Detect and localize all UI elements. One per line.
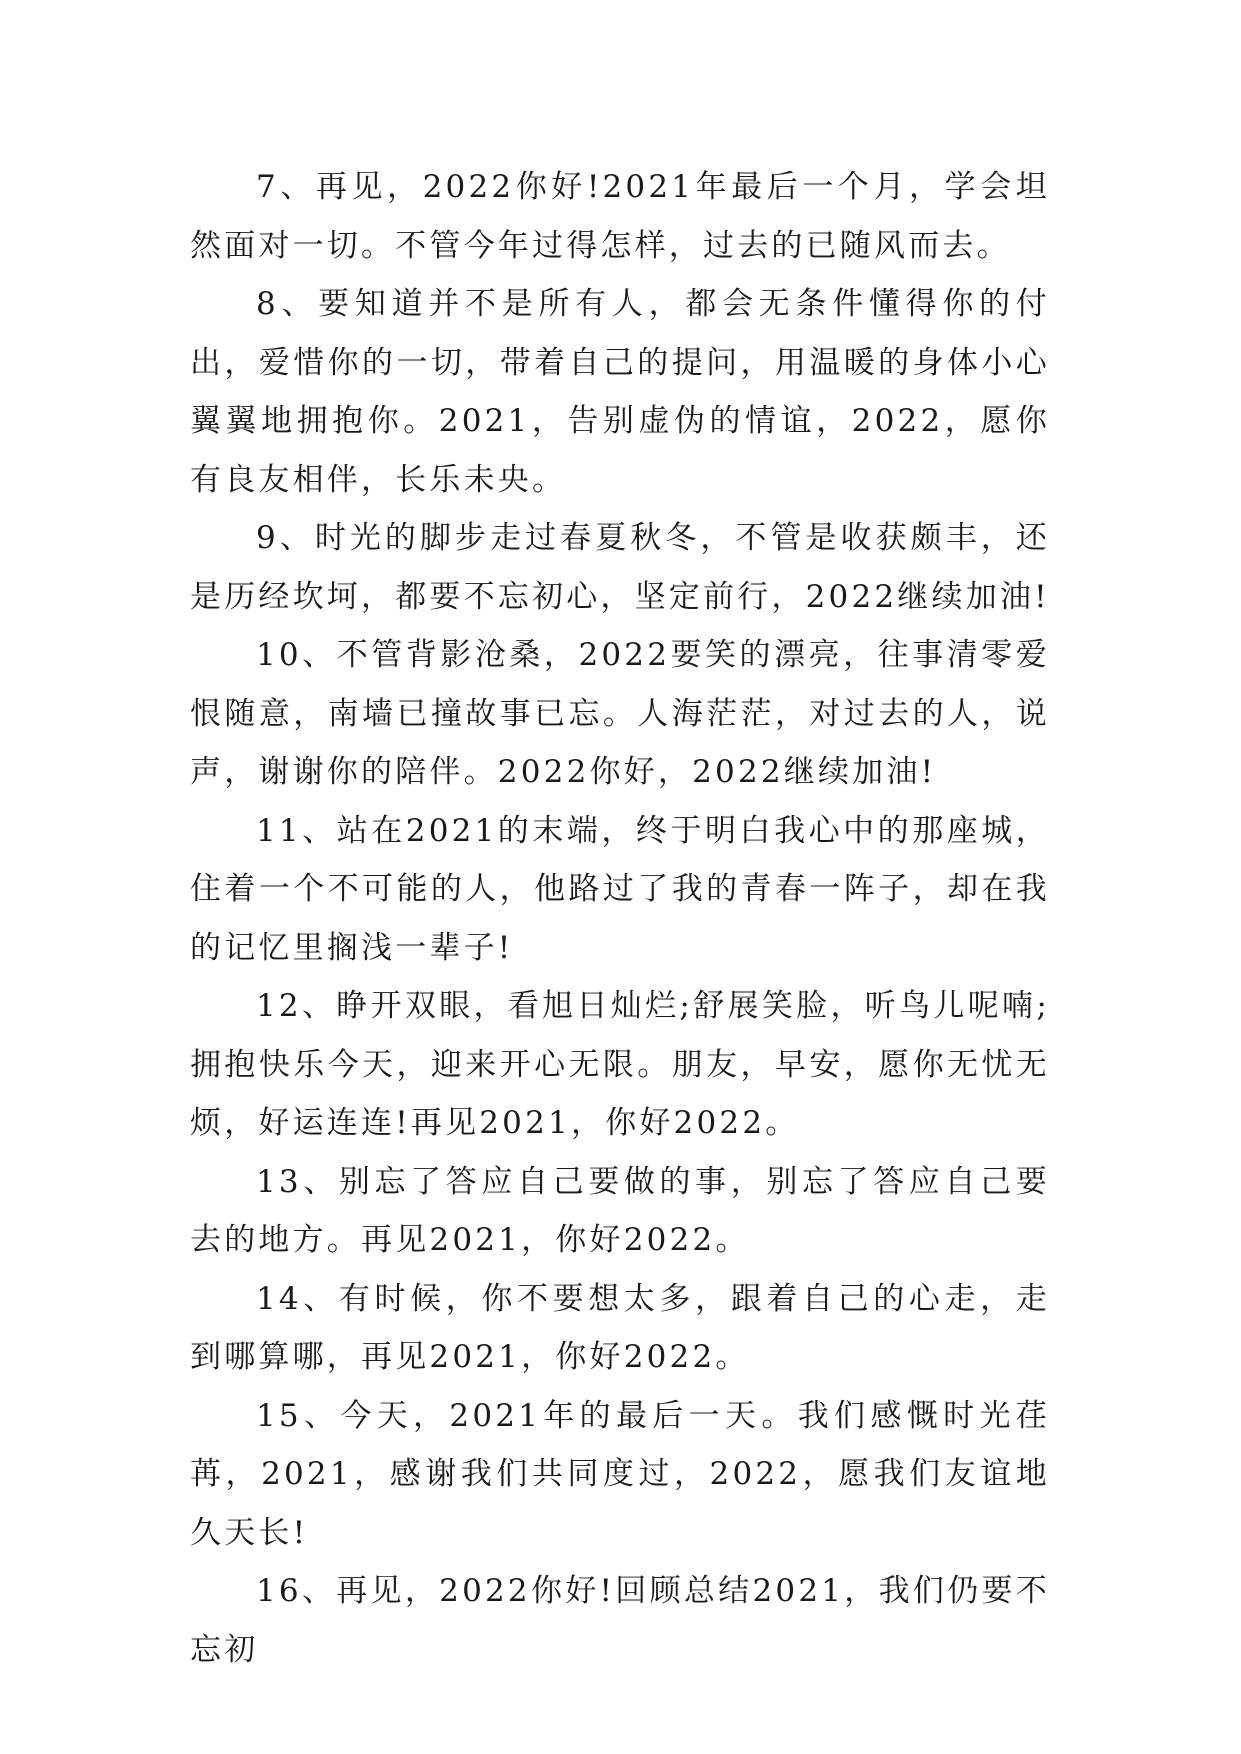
paragraph-16: 16、再见，2022你好!回顾总结2021，我们仍要不忘初 — [190, 1573, 1050, 1668]
paragraph-8: 8、要知道并不是所有人，都会无条件懂得你的付出，爱惜你的一切，带着自己的提问，用温暖的身体小心翼翼地拥抱你。2021，告别虚伪的情谊，2022，愿你有良友相伴，长乐未央。 — [190, 286, 1050, 498]
paragraph-13: 13、别忘了答应自己要做的事，别忘了答应自己要去的地方。再见2021，你好2022。 — [190, 1163, 1050, 1258]
paragraph-11: 11、站在2021的末端，终于明白我心中的那座城，住着一个不可能的人，他路过了我的青春一阵子，却在我的记忆里搁浅一辈子! — [190, 812, 1050, 966]
paragraph-14: 14、有时候，你不要想太多，跟着自己的心走，走到哪算哪，再见2021，你好2022。 — [190, 1280, 1050, 1375]
paragraph-10: 10、不管背影沧桑，2022要笑的漂亮，往事清零爱恨随意，南墙已撞故事已忘。人海茫茫，对过去的人，说声，谢谢你的陪伴。2022你好，2022继续加油! — [190, 637, 1050, 790]
paragraph-7: 7、再见，2022你好!2021年最后一个月，学会坦然面对一切。不管今年过得怎样，过去的已随风而去。 — [190, 169, 1050, 264]
document-body — [190, 158, 1050, 1679]
paragraph-15: 15、今天，2021年的最后一天。我们感慨时光荏苒，2021，感谢我们共同度过，2022，愿我们友谊地久天长! — [190, 1397, 1050, 1551]
paragraph-9: 9、时光的脚步走过春夏秋冬，不管是收获颇丰，还是历经坎坷，都要不忘初心，坚定前行，2022继续加油! — [190, 520, 1050, 615]
paragraph-12: 12、睁开双眼，看旭日灿烂;舒展笑脸，听鸟儿呢喃;拥抱快乐今天，迎来开心无限。朋友，早安，愿你无忧无烦，好运连连!再见2021，你好2022。 — [190, 988, 1050, 1141]
